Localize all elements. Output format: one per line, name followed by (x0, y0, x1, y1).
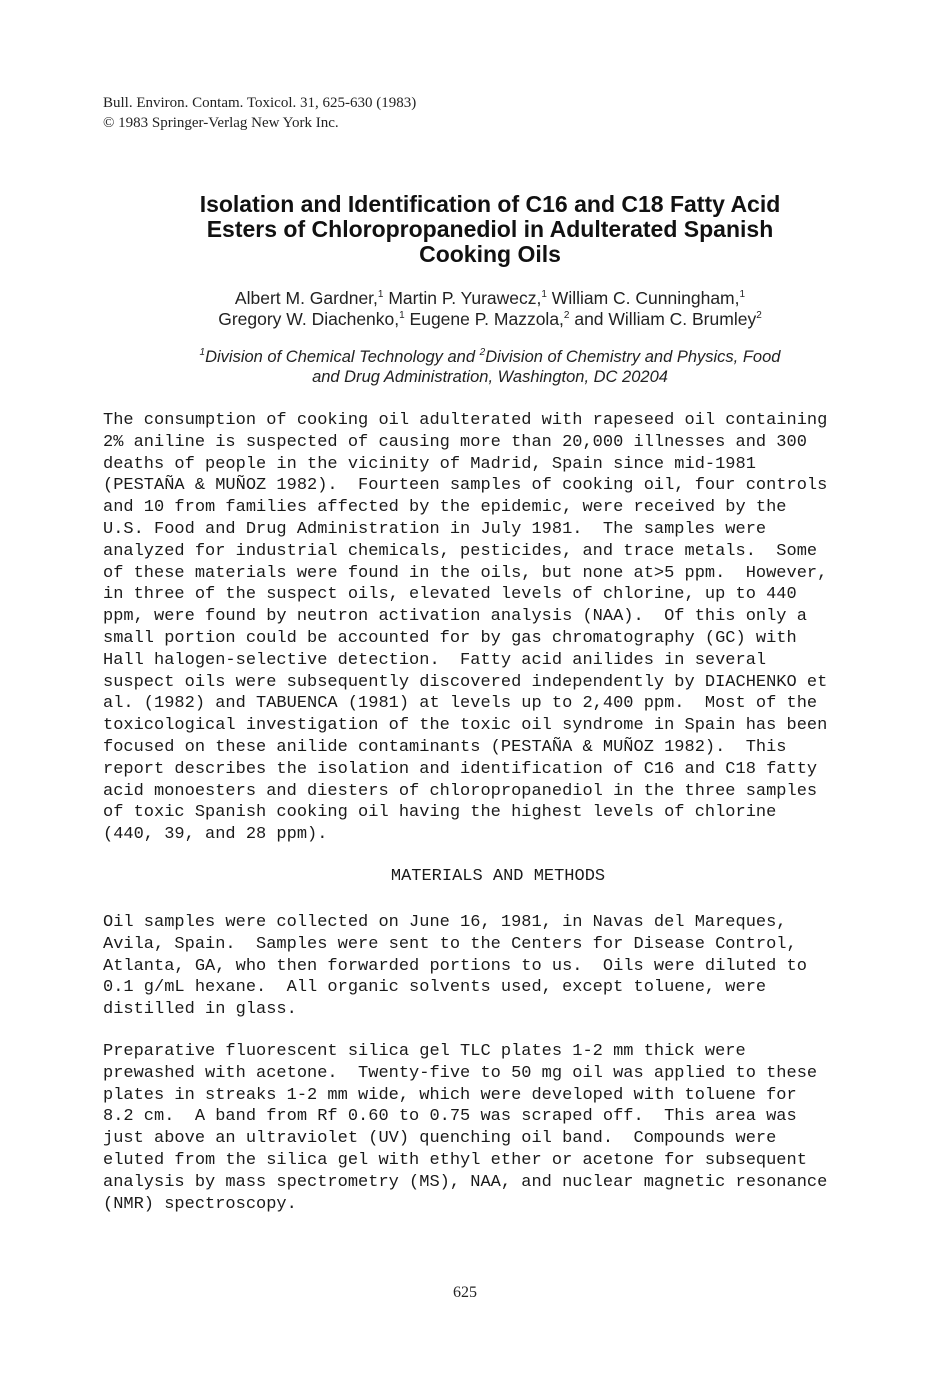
author-affiliation-mark: 1 (541, 289, 547, 300)
text-line: prewashed with acetone. Twenty-five to 50 mg oil was applied to these (103, 1063, 818, 1083)
affiliation-text: Division of Chemistry and Physics, Food (485, 348, 781, 366)
text-line: Preparative fluorescent silica gel TLC plates 1-2 mm thick were (103, 1042, 746, 1061)
text-line: just above an ultraviolet (UV) quenching oil band. Compounds were (103, 1129, 777, 1149)
citation-line: Bull. Environ. Contam. Toxicol. 31, 625-630 (1983) (103, 95, 417, 111)
text-line: acid monoesters and diesters of chloropropanediol in the three samples (103, 781, 818, 801)
text-line: report describes the isolation and identification of C16 and C18 fatty (103, 759, 818, 779)
paper-title (0, 192, 938, 267)
introduction-paragraph (103, 410, 827, 846)
text-line: al. (1982) and TABUENCA (1981) at levels up to 2,400 ppm. Most of the (103, 694, 818, 714)
text-line: small portion could be accounted for by gas chromatography (GC) with (103, 628, 797, 648)
page-number: 625 (453, 1284, 477, 1301)
text-line: plates in streaks 1-2 mm wide, which were developed with toluene for (103, 1085, 797, 1105)
affiliation-line: and Drug Administration, Washington, DC 20204 (312, 368, 668, 386)
affiliation (0, 347, 938, 387)
text-line: of toxic Spanish cooking oil having the highest levels of chlorine (103, 803, 777, 823)
text-line: (NMR) spectroscopy. (103, 1194, 297, 1214)
text-line: focused on these anilide contaminants (PESTAÑA & MUÑOZ 1982). This (103, 737, 787, 757)
text-line: in three of the suspect oils, elevated levels of chlorine, up to 440 (103, 585, 797, 605)
author-affiliation-mark: 1 (739, 289, 746, 300)
author-affiliation-mark: 2 (756, 310, 762, 321)
title-line: Cooking Oils (419, 241, 561, 267)
text-line: Hall halogen-selective detection. Fatty acid anilides in several (103, 650, 767, 670)
author-name: Eugene P. Mazzola, (404, 309, 564, 329)
text-line: Oil samples were collected on June 16, 1981, in Navas del Mareques, (103, 913, 787, 932)
author-affiliation-mark: 2 (563, 310, 570, 321)
text-line: U.S. Food and Drug Administration in July 1981. The samples were (103, 519, 767, 539)
author-name: William C. Cunningham, (546, 288, 740, 308)
affiliation-mark: 2 (479, 347, 486, 358)
text-line: (440, 39, and 28 ppm). (103, 825, 328, 845)
author-name: Martin P. Yurawecz, (383, 288, 542, 308)
methods-paragraph (103, 912, 807, 1021)
title-line: Isolation and Identification of C16 and C18 Fatty Acid (199, 191, 781, 217)
author-line (0, 309, 938, 330)
text-line: 0.1 g/mL hexane. All organic solvents used, except toluene, were (103, 978, 767, 998)
text-line: toxicological investigation of the toxic oil syndrome in Spain has been (103, 716, 828, 736)
text-line: ppm, were found by neutron activation analysis (NAA). Of this only a (103, 607, 807, 627)
text-line: analyzed for industrial chemicals, pesticides, and trace metals. Some (103, 541, 818, 561)
text-line: Atlanta, GA, who then forwarded portions to us. Oils were diluted to (103, 956, 807, 976)
text-line: (PESTAÑA & MUÑOZ 1982). Fourteen samples of cooking oil, four controls (103, 476, 828, 496)
affiliation-mark: 1 (199, 347, 206, 358)
author-list (0, 288, 938, 330)
text-line: deaths of people in the vicinity of Madrid, Spain since mid-1981 (103, 454, 756, 474)
methods-paragraph (103, 1041, 827, 1215)
affiliation-text: Division of Chemical Technology and (205, 348, 480, 366)
text-line: The consumption of cooking oil adulterated with rapeseed oil containing (103, 411, 828, 430)
text-line: analysis by mass spectrometry (MS), NAA, and nuclear magnetic resonance (103, 1172, 828, 1192)
author-name: Gregory W. Diachenko, (218, 309, 400, 329)
text-line: suspect oils were subsequently discovered independently by DIACHENKO et (103, 672, 828, 692)
author-name: Albert M. Gardner, (234, 288, 378, 308)
text-line: 8.2 cm. A band from Rf 0.60 to 0.75 was scraped off. This area was (103, 1107, 797, 1127)
text-line: Avila, Spain. Samples were sent to the Centers for Disease Control, (103, 934, 797, 954)
journal-citation (103, 93, 416, 133)
author-affiliation-mark: 1 (377, 289, 384, 300)
text-line: distilled in glass. (103, 1000, 297, 1020)
copyright-line: © 1983 Springer-Verlag New York Inc. (103, 115, 339, 131)
section-heading: MATERIALS AND METHODS (390, 867, 606, 886)
title-line: Esters of Chloropropanediol in Adulterated Spanish (206, 216, 774, 242)
text-line: eluted from the silica gel with ethyl ether or acetone for subsequent (103, 1150, 807, 1170)
author-name: and William C. Brumley (569, 309, 757, 329)
author-line (0, 288, 938, 309)
text-line: of these materials were found in the oils, but none at>5 ppm. However, (103, 563, 828, 583)
text-line: 2% aniline is suspected of causing more than 20,000 illnesses and 300 (103, 432, 807, 452)
text-line: and 10 from families affected by the epidemic, were received by the (103, 498, 787, 518)
author-affiliation-mark: 1 (399, 310, 405, 321)
affiliation-line (0, 347, 938, 367)
